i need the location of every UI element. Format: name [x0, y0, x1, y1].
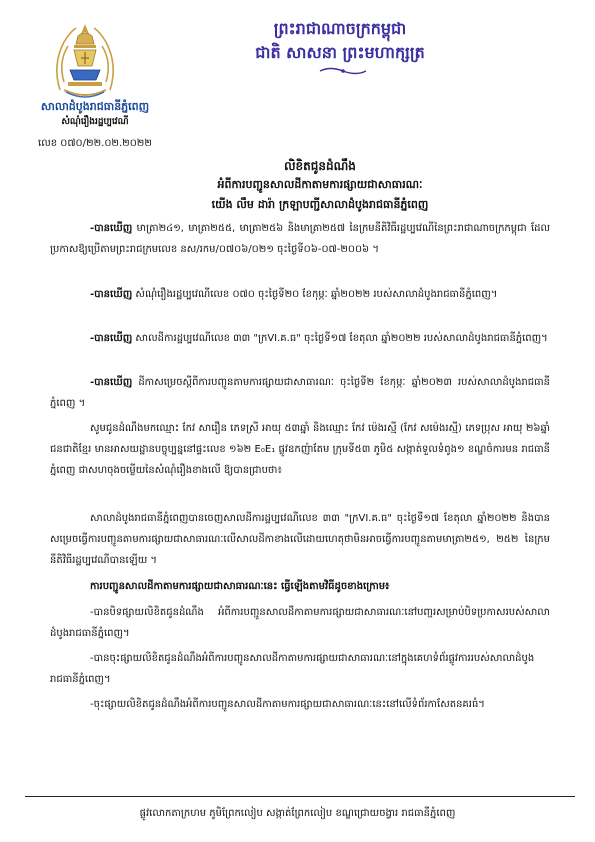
motto-ornament-icon: [318, 66, 368, 76]
basis-lead: -បានឃើញ: [90, 377, 133, 388]
ruling-paragraph: សាលាដំបូងរាជធានីភ្នំពេញបានចេញសាលដីការដ្ឋប្បវេណីលេខ ៣៣ "ក្រVI.គ.ធ" ចុះថ្ងៃទី១៧ ខែតុលា ឆ្នាំ២០២២ និងបានសម្រេចធ្វើការបញ្ជូនតាមការផ្សាយជាសាធារណៈលើសាលដីកាខាងលើដោយហេតុថាមិនអាចធ្វើការបញ្ជូនតាមមាត្រា២៥១, ២៥២ នៃក្រមនីតិវិធីរដ្ឋប្បវេណីបានឡើយ ។: [50, 513, 550, 566]
footer-address: ផ្លូវលោកតាក្រហម ភូមិព្រែកលៀប សង្កាត់ព្រែកលៀប ខណ្ឌជ្រោយចង្វារ រាជធានីភ្នំពេញ: [139, 808, 456, 819]
method-item-3: -ចុះផ្សាយលិខិតជូនដំណឹងអំពីការបញ្ជូនសាលដីកាតាមការផ្សាយជាសាធារណៈនេះនៅលើទំព័រកាសែតនគរធំ។: [90, 699, 485, 710]
royal-emblem-icon: [50, 20, 120, 105]
basis-paragraph-3: [50, 328, 550, 349]
basis-lead: -បានឃើញ: [90, 333, 133, 344]
method-heading: ការបញ្ជូនសាលដីកាតាមការផ្សាយជាសាធារណៈនេះ ធ្វើឡើងតាមវិធីដូចខាងក្រោម៖: [90, 581, 390, 592]
method-item-1: -បានបិទផ្សាយលិខិតជូនដំណឹង អំពីការបញ្ជូនសាលដីកាតាមការផ្សាយជាសាធារណៈនៅបញ្ជរសម្រាប់បិទប្រកាសរបស់សាលាដំបូងរាជធានីភ្នំពេញ។: [50, 607, 550, 639]
motto-heading: ជាតិ សាសនា ព្រះមហាក្សត្រ: [255, 43, 425, 62]
notice-paragraph: សូមជូនដំណឹងមកឈ្មោះ កែវ សារឿន ភេទស្រី អាយុ ៥៣ឆ្នាំ និងឈ្មោះ កែវ ម៉េងរស្មី (កែវ សម៉េងរស្មី) ភេទប្រុស អាយុ ២៦ឆ្នាំ ជនជាតិខ្មែរ មានអាសយដ្ឋានបច្ចុប្បន្ននៅផ្ទះលេខ ១៦២ E₀E₁ ផ្លូវឧកញ៉ាតែម ក្រុមទី៥៣ ភូមិ៥ សង្កាត់ទួលទំពូង១ ខណ្ឌចំការមន រាជធានីភ្នំពេញ ជាសហចុងចម្លើយនៃសំណុំរឿងខាងលើ ឱ្យបានជ្រាបថា៖: [50, 423, 550, 476]
basis-text: សំណុំរឿងរដ្ឋប្បវេណីលេខ ០៧០ ចុះថ្ងៃទី២០ ខែកុម្ភៈ ឆ្នាំ២០២២ របស់សាលាដំបូងរាជធានីភ្នំពេញ។: [132, 289, 498, 300]
footer-divider: [25, 796, 575, 797]
basis-paragraph-4: [50, 372, 550, 414]
document-title: លិខិតជូនដំណឹង: [284, 159, 356, 173]
department-label: សំណុំរឿងរដ្ឋប្បវេណី: [61, 117, 129, 127]
basis-text: មាត្រា២៤១, មាត្រា២៥៥, មាត្រា២៥៦ និងមាត្រា២៥៧ នៃក្រមនីតិវិធីរដ្ឋប្បវេណីនៃព្រះរាជាណាចក្រកម្ពុជា ដែលប្រកាសឱ្យប្រើតាមព្រះរាជក្រមលេខ នស/រកម/០៧០៦/០២១ ចុះថ្ងៃទី០៦-០៧-២០០៦ ។: [50, 223, 550, 255]
clerk-line: យើង លឹម ដារ៉ា ក្រឡាបញ្ជីសាលាដំបូងរាជធានីភ្នំពេញ: [211, 198, 429, 211]
basis-lead: -បានឃើញ: [90, 223, 133, 234]
basis-lead: -បានឃើញ: [90, 289, 133, 300]
document-subtitle: អំពីការបញ្ជូនសាលដីកាតាមការផ្សាយជាសាធារណៈ: [217, 178, 423, 191]
basis-text: ដីកាសម្រេចស្តីពីការបញ្ជូនតាមការផ្សាយជាសាធារណៈ ចុះថ្ងៃទី២ ខែកុម្ភៈ ឆ្នាំ២០២៣ របស់សាលាដំបូងរាជធានីភ្នំពេញ ។: [50, 377, 550, 409]
court-name: សាលាដំបូងរាជធានីភ្នំពេញ: [40, 100, 150, 113]
kingdom-heading: ព្រះរាជាណាចក្រកម្ពុជា: [273, 19, 407, 38]
reference-number: លេខ ០៧០/២២.០២.២០២២: [38, 138, 152, 149]
basis-paragraph-2: [50, 284, 550, 305]
basis-text: សាលដីការដ្ឋប្បវេណីលេខ ៣៣ "ក្រVI.គ.ធ" ចុះថ្ងៃទី១៧ ខែតុលា ឆ្នាំ២០២២ របស់សាលាដំបូងរាជធានីភ្នំពេញ។: [132, 333, 548, 344]
basis-paragraph-1: [50, 218, 550, 260]
method-item-2: -បានចុះផ្សាយលិខិតជូនដំណឹងអំពីការបញ្ជូនសាលដីកាតាមការផ្សាយជាសាធារណៈនៅក្នុងគេហទំព័រផ្លូវការរបស់សាលាដំបូងរាជធានីភ្នំពេញ។: [50, 653, 535, 685]
